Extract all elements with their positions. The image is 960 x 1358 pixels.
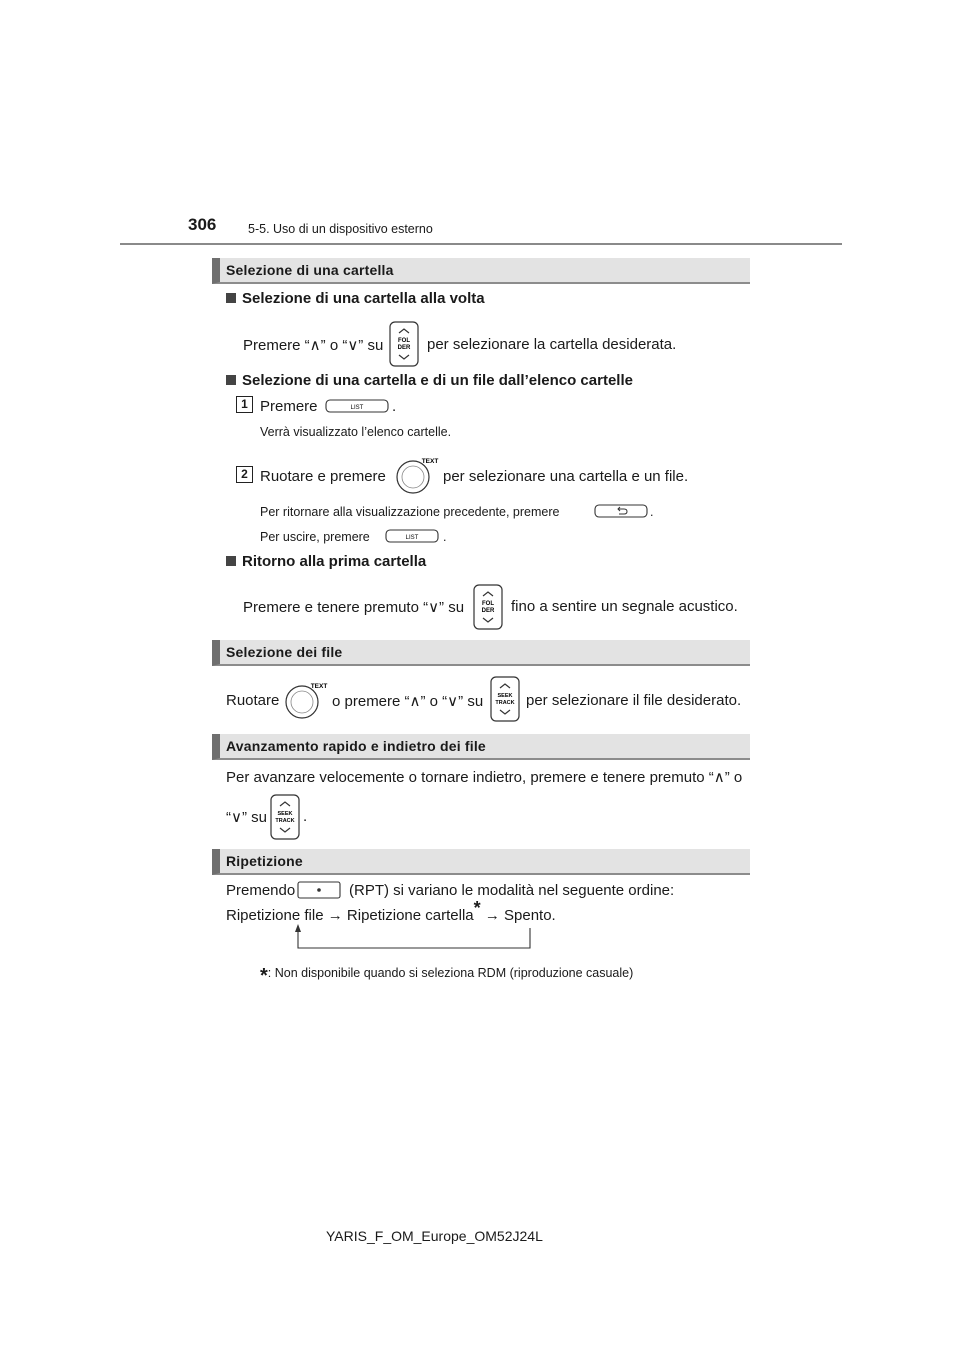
rpt-button-icon <box>297 880 341 905</box>
page-number: 306 <box>188 215 217 234</box>
text: per selezionare il file desiderato. <box>526 692 742 709</box>
text: fino a sentire un segnale acustico. <box>511 598 738 615</box>
step-number-2: 2 <box>236 466 253 483</box>
section-header-seek <box>212 734 750 760</box>
document-footer: YARIS_F_OM_Europe_OM52J24L <box>326 1228 543 1244</box>
text: . <box>392 398 397 415</box>
footnote: *: Non disponibile quando si seleziona RDM (riproduzione casuale) <box>260 965 634 987</box>
tune-select-knob-icon <box>395 455 441 500</box>
svg-text:LIST: LIST <box>405 535 419 541</box>
svg-text:FOL: FOL <box>482 601 494 607</box>
svg-text:LIST: LIST <box>350 405 364 411</box>
section-title: Ripetizione <box>226 853 303 869</box>
seek-track-button-icon <box>270 794 300 845</box>
text: o premere “∧” o “∨” su <box>332 693 484 710</box>
subheading-folder-list: Selezione di una cartella e di un file dall’elenco cartelle <box>226 372 633 389</box>
text: Ruotare e premere <box>260 468 386 485</box>
text: Premere e tenere premuto “∨” su <box>243 599 465 616</box>
repeat-sequence: Ripetizione file → Ripetizione cartella* → Spento. <box>226 898 556 924</box>
text: per selezionare la cartella desiderata. <box>427 336 677 353</box>
list-button-icon <box>385 528 439 549</box>
svg-text:TRACK: TRACK <box>495 700 515 706</box>
header-divider <box>120 243 842 245</box>
cycle-return-arrow-icon <box>294 924 534 957</box>
text: “∨” su <box>226 809 267 826</box>
square-bullet-icon <box>226 293 236 303</box>
text: Ruotare <box>226 692 280 709</box>
svg-text:DER: DER <box>481 608 495 614</box>
text: . <box>303 808 308 825</box>
section-header-folder <box>212 258 750 284</box>
svg-text:FOL: FOL <box>398 338 410 344</box>
section-header-files <box>212 640 750 666</box>
note: Verrà visualizzato l’elenco cartelle. <box>260 425 452 439</box>
chapter-title: 5-5. Uso di un dispositivo esterno <box>248 222 433 236</box>
svg-text:TEXT: TEXT <box>310 683 328 690</box>
text: per selezionare una cartella e un file. <box>443 468 689 485</box>
svg-text:SEEK: SEEK <box>497 693 513 699</box>
text: (RPT) si variano le modalità nel seguente ordine: <box>349 882 675 899</box>
note: . <box>650 505 654 519</box>
svg-text:SEEK: SEEK <box>277 811 293 817</box>
square-bullet-icon <box>226 556 236 566</box>
back-button-icon <box>594 503 648 524</box>
folder-button-icon <box>389 321 419 372</box>
seek-track-button-icon <box>490 676 520 727</box>
step-number-1: 1 <box>236 396 253 413</box>
svg-text:DER: DER <box>397 345 411 351</box>
svg-text:TRACK: TRACK <box>275 818 295 824</box>
list-button-icon <box>325 398 389 419</box>
note: . <box>443 530 447 544</box>
text: Premere “∧” o “∨” su <box>243 337 384 354</box>
subheading-first-folder: Ritorno alla prima cartella <box>226 553 426 570</box>
subheading-one-folder: Selezione di una cartella alla volta <box>226 290 485 307</box>
section-title: Avanzamento rapido e indietro dei file <box>226 738 486 754</box>
square-bullet-icon <box>226 375 236 385</box>
section-header-repeat <box>212 849 750 875</box>
section-title: Selezione dei file <box>226 644 343 660</box>
text: Premendo <box>226 882 296 899</box>
section-title: Selezione di una cartella <box>226 262 394 278</box>
text: Premere <box>260 398 318 415</box>
text: Per avanzare velocemente o tornare indietro, premere e tenere premuto “∧” o <box>226 769 743 786</box>
tune-select-knob-icon <box>284 680 330 725</box>
note: Per ritornare alla visualizzazione precedente, premere <box>260 505 560 519</box>
folder-button-icon <box>473 584 503 635</box>
note: Per uscire, premere <box>260 530 370 544</box>
svg-text:TEXT: TEXT <box>421 458 439 465</box>
